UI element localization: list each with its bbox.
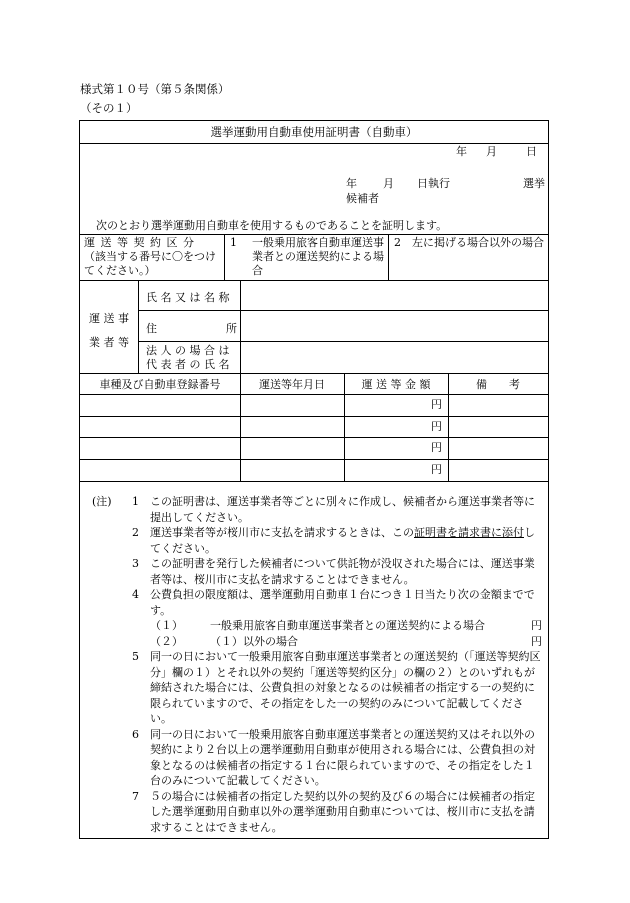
note-item-3 [92, 556, 542, 587]
limit-label: （１） [150, 619, 183, 632]
note-text: 同一の日において一般乗用旅客自動車運送事業者との運送契約又はそれ以外の契約により２台以上の選挙運動用自動車が使用される場合には、公費負担の対象となるのは候補者の指定する１台に限られていますので、その指定をした１台のみについて記載してください。 [150, 727, 535, 787]
contract-option-1-number: 1 [230, 236, 237, 249]
vehicle-header-plate: 車種及び自動車登録番号 [99, 378, 221, 391]
issue-year-label: 年 [456, 145, 467, 158]
note-number: 7 [132, 789, 139, 803]
vehicle-header-date: 運送等年月日 [259, 378, 325, 391]
note-text-start: 運送事業者等が桜川市に支払を請求するときは、この [150, 526, 414, 539]
table-row [80, 395, 548, 416]
operator-bottom-border [80, 373, 548, 374]
election-executed-label: 日執行 [417, 177, 450, 190]
contract-option-2-text: 左に掲げる場合以外の場合 [412, 236, 544, 249]
vehicle-table-bottom-border [80, 481, 548, 482]
yen-unit: 円 [431, 398, 442, 411]
note-text: 公費負担の限度額は、選挙運動用自動車１台につき１日当たり次の金額までです。 [150, 588, 535, 617]
note-item-5 [92, 649, 542, 727]
operator-divider-1 [138, 280, 139, 373]
election-month-label: 月 [383, 177, 394, 190]
certificate-form [79, 120, 549, 839]
yen-unit: 円 [431, 463, 442, 476]
notes-heading: (注) [92, 495, 112, 508]
vehicle-header-amount: 運 送 等 金 額 [361, 378, 431, 391]
limit-text: 一般乗用旅客自動車運送事業者との運送契約による場合 [210, 619, 485, 632]
note-number: 1 [132, 495, 139, 508]
form-title: 選挙運動用自動車使用証明書（自動車） [210, 125, 418, 139]
notes-section [92, 494, 542, 835]
contract-type-instruction: （該当する番号に〇をつけてください。） [84, 249, 216, 277]
contract-option-1-text: 一般乗用旅客自動車運送事業者との運送契約による場合 [252, 236, 384, 277]
note-item-2 [92, 525, 542, 556]
operator-address-label-2: 所 [226, 322, 237, 335]
note-number: 6 [132, 727, 139, 741]
note-number: 5 [132, 650, 139, 663]
limit-text: （１）以外の場合 [210, 634, 298, 648]
certification-statement: 次のとおり選挙運動用自動車を使用するものであることを証明します。 [96, 219, 448, 232]
note-text-underlined: 証明書を請求書に添付 [414, 526, 524, 539]
election-year-label: 年 [346, 177, 357, 190]
contract-type-title: 運 送 等 契 約 区 分 [84, 236, 195, 249]
operator-representative-field[interactable] [242, 342, 547, 372]
limit-row-1 [92, 618, 542, 634]
table-row [80, 417, 548, 437]
limit-unit: 円 [531, 634, 542, 648]
note-number: 4 [132, 588, 139, 601]
note-number: 3 [132, 557, 139, 570]
note-text: ５の場合には候補者の指定した契約以外の契約及び６の場合には候補者の指定した選挙運動用自動車以外の選挙運動用自動車については、桜川市に支払を請求することはできません。 [150, 789, 535, 834]
contract-divider-2 [388, 234, 389, 280]
yen-unit: 円 [431, 441, 442, 454]
limit-label: （２） [150, 634, 183, 648]
vehicle-header-remarks: 備 考 [476, 378, 520, 391]
note-text-end: してください。 [150, 526, 535, 555]
operator-group-label: 運 送 事 業 者 等 [89, 312, 129, 349]
contract-type-label [84, 236, 222, 277]
issue-month-label: 月 [486, 145, 497, 158]
note-number: 2 [132, 526, 139, 539]
statement-divider [80, 234, 548, 235]
form-subnumber: （その１） [80, 101, 138, 115]
contract-option-1[interactable] [230, 236, 384, 277]
form-number: 様式第１０号（第５条関係） [80, 82, 230, 96]
table-row [80, 438, 548, 459]
note-item-7 [92, 789, 542, 836]
operator-name-label: 氏 名 又 は 名 称 [146, 291, 230, 304]
note-item-6 [92, 727, 542, 789]
limit-unit: 円 [531, 619, 542, 632]
operator-address-field[interactable] [242, 311, 547, 341]
contract-option-2[interactable] [394, 236, 544, 250]
note-item-1 [92, 494, 542, 525]
title-divider [80, 143, 548, 144]
operator-divider-2 [240, 280, 241, 373]
election-label: 選挙 [523, 177, 545, 190]
limit-row-2 [92, 634, 542, 650]
operator-representative-label: 法 人 の 場 合 は 代 表 者 の 氏 名 [146, 344, 230, 371]
contract-option-2-number: 2 [394, 236, 401, 249]
yen-unit: 円 [431, 420, 442, 433]
contract-divider-1 [224, 234, 225, 280]
note-item-4 [92, 587, 542, 618]
note-text: この証明書は、運送事業者等ごとに別々に作成し、候補者から運送事業者等に提出してください。 [150, 495, 535, 524]
issue-day-label: 日 [526, 145, 537, 158]
note-text: この証明書を発行した候補者について供託物が没収された場合には、運送事業者等は、桜川市に支払を請求することはできません。 [150, 557, 535, 586]
note-text: 同一の日において一般乗用旅客自動車運送事業者との運送契約（「運送等契約区分」欄の１）とそれ以外の契約「運送等契約区分」の欄の２）とのいずれもが締結された場合には、公費負担の対象となるのは候補者の指定する一の契約に限られていますので、その指定をした一の契約のみについて記載してください。 [150, 650, 541, 725]
candidate-label: 候補者 [346, 192, 379, 205]
operator-name-field[interactable] [242, 281, 547, 310]
operator-address-label-1: 住 [146, 322, 157, 335]
table-row [80, 460, 548, 481]
